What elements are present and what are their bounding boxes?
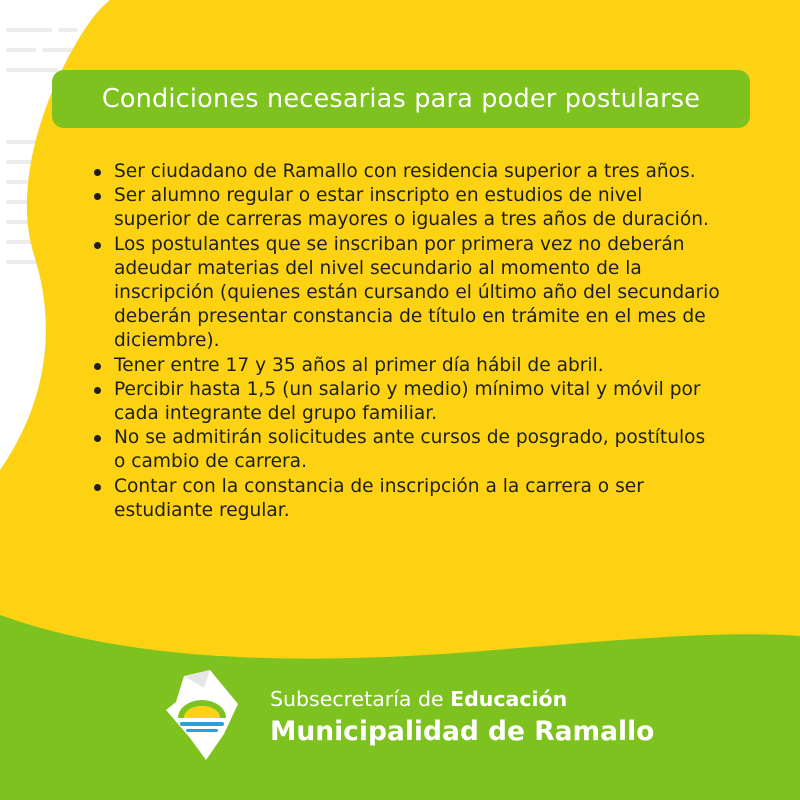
list-item: Contar con la constancia de inscripción a la carrera o ser estudiante regular. xyxy=(92,475,722,523)
municipal-logo-icon xyxy=(162,668,242,764)
municipalidad-label: Municipalidad de Ramallo xyxy=(270,716,655,747)
conditions-list xyxy=(92,160,722,523)
list-item: No se admitirán solicitudes ante cursos de posgrado, postítulos o cambio de carrera. xyxy=(92,426,722,474)
page-title: Condiciones necesarias para poder postularse xyxy=(52,70,750,128)
list-item: Tener entre 17 y 35 años al primer día hábil de abril. xyxy=(92,354,722,378)
list-item: Percibir hasta 1,5 (un salario y medio) mínimo vital y móvil por cada integrante del grupo familiar. xyxy=(92,378,722,426)
list-item: Los postulantes que se inscriban por primera vez no deberán adeudar materias del nivel secundario al momento de la inscripción (quienes están cursando el último año del secundario deberán presentar constancia de título en trámite en el mes de diciembre). xyxy=(92,233,722,354)
list-item: Ser ciudadano de Ramallo con residencia superior a tres años. xyxy=(92,160,722,184)
list-item: Ser alumno regular o estar inscripto en estudios de nivel superior de carreras mayores o iguales a tres años de duración. xyxy=(92,184,722,232)
subsecretaria-label: Subsecretaría de Educación xyxy=(270,687,568,711)
